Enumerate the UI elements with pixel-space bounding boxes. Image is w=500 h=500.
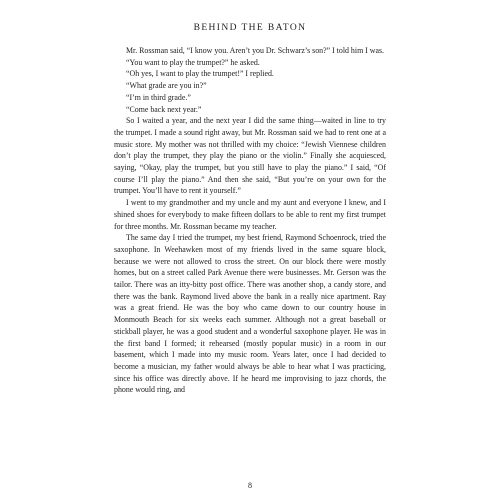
paragraph: So I waited a year, and the next year I did the same thing—waited in line to try the trumpet. I made a sound right away, but Mr. Rossman said we had to rent one at a music store. My mother was not thrilled with my choice: “Jewish Viennese children don’t play the trumpet, they play the piano or the violin.” Finally she acquiesced, saying, “Okay, play the trumpet, but you still have to play the piano.” I said, “Of course I’ll play the piano.” And then she said, “But you’re on your own for the trumpet. You’ll have to rent it yourself.” <box>114 116 386 196</box>
paragraph: “What grade are you in?” <box>126 81 207 91</box>
paragraph: “You want to play the trumpet?” he asked. <box>126 57 260 67</box>
running-head: BEHIND THE BATON <box>193 23 307 33</box>
page-number: 8 <box>248 481 252 490</box>
body-text <box>114 45 386 396</box>
paragraph: I went to my grandmother and my uncle and my aunt and everyone I knew, and I shined shoes for everybody to make fifteen dollars to be able to rent my first trumpet for three months. Mr. Rossman became my teacher. <box>114 198 386 231</box>
paragraph: The same day I tried the trumpet, my best friend, Raymond Schoenrock, tried the saxophone. In Weehawken most of my friends lived in the same square block, because we were not allowed to cross the street. On our block there were mostly homes, but on a street called Park Avenue there were businesses. Mr. Gerson was the tailor. There was an itty-bitty post office. There was another shop, a candy store, and there was the bank. Raymond lived above the bank in a really nice apartment. Ray was a great friend. He was the boy who came down to our country house in Monmouth Beach for six weeks each summer. Although not a great baseball or stickball player, he was a good student and a wonderful saxophone player. He was in the first band I formed; it rehearsed (mostly popular music) in a room in our basement, which I made into my music room. Years later, once I had decided to become a musician, my father would always be able to hear what I was practicing, since his office was directly above. If he heard me improvising to jazz chords, the phone would ring, and <box>114 233 386 395</box>
paragraph: “Come back next year.” <box>126 104 202 114</box>
paragraph: “I’m in third grade.” <box>126 92 191 102</box>
paragraph: “Oh yes, I want to play the trumpet!” I replied. <box>126 69 274 79</box>
paragraph: Mr. Rossman said, “I know you. Aren’t you Dr. Schwarz’s son?” I told him I was. <box>126 46 385 55</box>
